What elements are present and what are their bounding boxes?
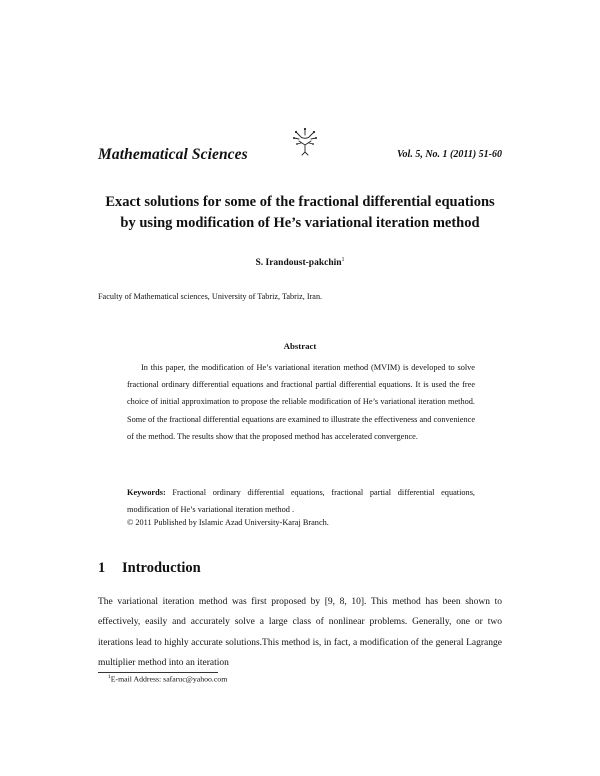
footnote-text: E-mail Address: safaruc@yahoo.com	[110, 674, 228, 684]
journal-logo-icon	[288, 126, 322, 158]
volume-info: Vol. 5, No. 1 (2011) 51-60	[397, 149, 502, 160]
section-title: Introduction	[122, 560, 201, 576]
keywords	[127, 484, 475, 518]
author-footnote-mark: 1	[341, 257, 345, 263]
journal-name: Mathematical Sciences	[98, 146, 248, 163]
keywords-label: Keywords:	[127, 488, 166, 497]
introduction-body: The variational iteration method was first proposed by [9, 8, 10]. This method has been shown to effectively, easily and accurately solve a large class of nonlinear problems. Generally, one or two iterations lead to highly accurate solutions.This method is, in fact, a modification of the general Lagrange multiplier method into an iteration	[98, 597, 502, 668]
keywords-text: Fractional ordinary differential equations, fractional partial differential equations, modification of He’s variational iteration method .	[127, 488, 475, 515]
section-heading	[98, 560, 201, 577]
abstract-body: In this paper, the modification of He’s variational iteration method (MVIM) is developed to solve fractional ordinary differential equations and fractional partial differential equations. It is used the free choice of initial approximation to propose the reliable modification of He’s variational iteration method. Some of the fractional differential equations are examined to illustrate the effectiveness and convenience of the method. The results show that the proposed method has accelerated convergence.	[127, 363, 475, 441]
copyright-notice: © 2011 Published by Islamic Azad University-Karaj Branch.	[127, 518, 329, 527]
author-name: S. Irandoust-pakchin	[255, 258, 342, 269]
paper-title: Exact solutions for some of the fractional differential equations by using modification of He’s variational iteration method	[105, 194, 495, 231]
affiliation: Faculty of Mathematical sciences, University of Tabriz, Tabriz, Iran.	[98, 292, 323, 301]
footnote	[108, 674, 227, 684]
section-number: 1	[98, 560, 106, 576]
footnote-divider	[98, 672, 218, 673]
author	[100, 257, 500, 268]
footnote-mark: 1	[108, 674, 111, 680]
abstract-heading: Abstract	[283, 341, 317, 351]
